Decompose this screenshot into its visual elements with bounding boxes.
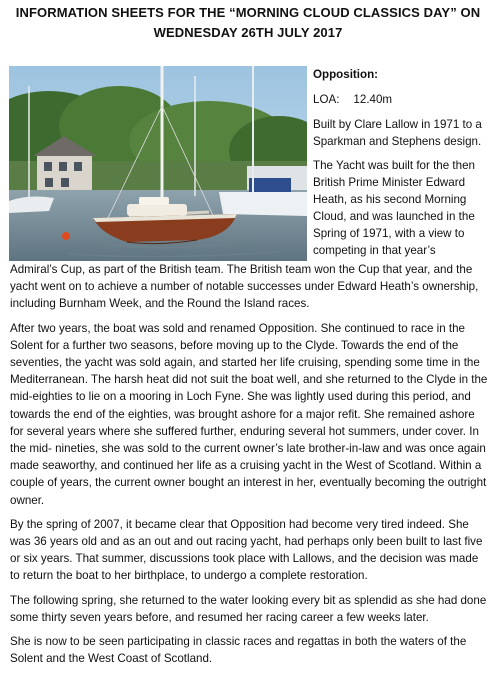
history-paragraph-3: By the spring of 2007, it became clear that Opposition had become very tired indeed. She was 36 years old and as an out and out racing yacht, had perhaps only been built to last five or six years. That summer, discussions took place with Lallows, and the decision was made to return the boat to her birthplace, to undergo a complete restoration. <box>10 517 483 583</box>
yacht-photo <box>9 66 307 261</box>
built-by-text: Built by Clare Lallow in 1971 to a Sparkman and Stephens design. <box>313 118 482 148</box>
yacht-illustration <box>9 66 307 261</box>
title-line-2: WEDNESDAY 26TH JULY 2017 <box>153 25 343 40</box>
history-paragraph-4: The following spring, she returned to the water looking every bit as splendid as she had done some thirty seven years before, and resumed her racing career a few weeks later. <box>10 593 487 624</box>
history-text <box>10 261 491 674</box>
history-paragraph-5: She is now to be seen participating in classic races and regattas in both the waters of the Solent and the West Coast of Scotland. <box>10 635 467 666</box>
title-line-1: INFORMATION SHEETS FOR THE “MORNING CLOUD CLASSICS DAY” ON <box>15 5 481 20</box>
sidebar-details <box>313 66 491 266</box>
document-title <box>0 3 496 43</box>
intro-text: The Yacht was built for the then British Prime Minister Edward Heath, as his second Morning Cloud, and was launched in the Spring of 1971, with a view to competing in that year’s <box>313 159 475 257</box>
loa-label: LOA: <box>313 93 340 106</box>
history-paragraph-2: After two years, the boat was sold and renamed Opposition. She continued to race in the Solent for a further two seasons, before moving up to the Clyde. Towards the end of the seventies, the yacht was sold again, and started her life cruising, spending some time in the Mediterranean. The harsh heat did not suit the boat well, and she returned to the Clyde in the mid-eighties to lie on a mooring in Loch Fyne. She was lightly used during this period, and towards the end of the eighties, was brought ashore for a major refit. She remained ashore for several years where she suffered further, enduring several hot summers, under cover. In the mid- nineties, she was sold to the current owner’s late brother-in-law and was once again made seaworthy, and continued her life as a cruising yacht in the West of Scotland. Within a couple of years, the current owner bought an interest in her, eventually becoming the outright owner. <box>10 321 488 507</box>
yacht-name-heading: Opposition: <box>313 68 379 81</box>
intro-continued: Admiral’s Cup, as part of the British team. The British team won the Cup that year, and the yacht went on to achieve a number of notable successes under Edward Heath’s ownership, including Burnham Week, and the Round the Island races. <box>10 263 479 311</box>
loa-value: 12.40m <box>353 93 393 106</box>
loa-line <box>313 91 491 108</box>
